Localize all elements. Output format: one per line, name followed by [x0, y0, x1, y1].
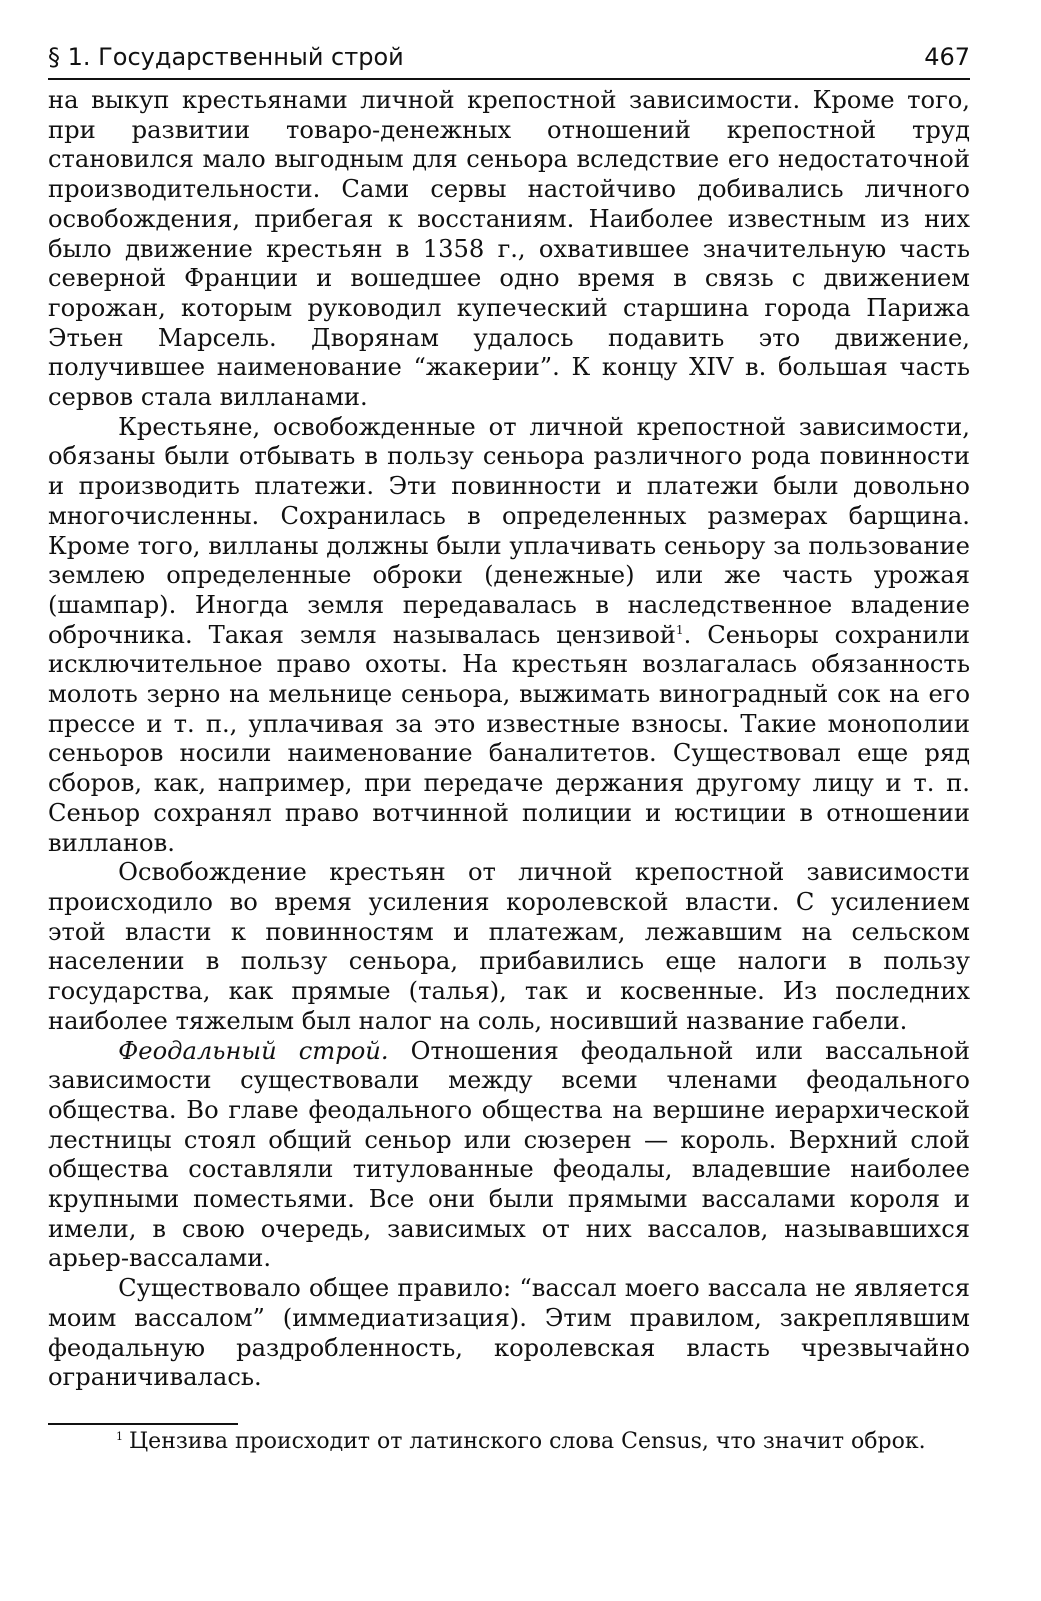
paragraph-2: [48, 413, 970, 859]
paragraph-text: Освобождение крестьян от личной крепостной зависимости происходило во время усиления королевской власти. С усилением этой власти к повинностям и платежам, лежавшим на сельском населении в пользу сеньора, прибавились еще налоги в пользу государства, как прямые (талья), так и косвенные. Из последних наиболее тяжелым был налог на соль, носивший название габели.: [48, 858, 970, 1035]
paragraph-text: Отношения феодальной или вассальной зависимости существовали между всеми членами феодального общества. Во главе феодального общества на вершине иерархической лестницы стоял общий сеньор или сюзерен — король. Верхний слой общества составляли титулованные феодалы, владевшие наиболее крупными поместьями. Все они были прямыми вассалами короля и имели, в свою очередь, зависимых от них вассалов, называвшихся арьер-вассалами.: [48, 1036, 970, 1273]
paragraph-3: [48, 858, 970, 1036]
footnote-text: Цензива происходит от латинского слова Census, что значит оброк.: [129, 1428, 926, 1454]
paragraph-text: Существовало общее правило: “вассал моего вассала не является моим вассалом” (иммедиатизация). Этим правилом, закреплявшим феодальную раздробленность, королевская власть чрезвычайно ограничивалась.: [48, 1274, 970, 1392]
footnote-divider: [48, 1423, 238, 1425]
paragraph-1: [48, 86, 970, 413]
paragraph-text: Крестьяне, освобожденные от личной крепостной зависимости, обязаны были отбывать в пользу сеньора различного рода повинности и производить платежи. Эти повинности и платежи были довольно многочисленны. Сохранилась в определенных размерах барщина. Кроме того, вилланы должны были уплачивать сеньору за пользование землею определенные оброки (денежные) или же часть урожая (шампар). Иногда земля передавалась в наследственное владение оброчника. Такая земля называлась цензивой: [48, 412, 970, 649]
section-title: § 1. Государственный строй: [48, 43, 404, 71]
book-page: [48, 38, 970, 1568]
running-head: [48, 38, 970, 80]
footnote-reference: 1: [675, 622, 684, 637]
paragraph-text: на выкуп крестьянами личной крепостной зависимости. Кроме того, при развитии товаро-денежных отношений крепостной труд становился мало выгодным для сеньора вследствие его недостаточной производительности. Сами сервы настойчиво добивались личного освобождения, прибегая к восстаниям. Наиболее известным из них было движение крестьян в 1358 г., охватившее значительную часть северной Франции и вошедшее одно время в связь с движением горожан, которым руководил купеческий старшина города Парижа Этьен Марсель. Дворянам удалось подавить это движение, получившее наименование “жакерии”. К концу XIV в. большая часть сервов стала вилланами.: [48, 86, 970, 412]
page-number: 467: [924, 43, 970, 71]
subheading-italic: Феодальный строй.: [118, 1036, 389, 1065]
footnote: [48, 1427, 970, 1457]
paragraph-5: [48, 1274, 970, 1393]
paragraph-text: . Сеньоры сохранили исключительное право охоты. На крестьян возлагалась обязанность молоть зерно на мельнице сеньора, выжимать виноградный сок на его прессе и т. п., уплачивая за это известные взносы. Такие монополии сеньоров носили наименование баналитетов. Существовал еще ряд сборов, как, например, при передаче держания другому лицу и т. п. Сеньор сохранял право вотчинной полиции и юстиции в отношении вилланов.: [48, 620, 970, 857]
footnote-marker: 1: [116, 1429, 123, 1443]
body-text: [48, 86, 970, 1393]
paragraph-4: [48, 1037, 970, 1275]
